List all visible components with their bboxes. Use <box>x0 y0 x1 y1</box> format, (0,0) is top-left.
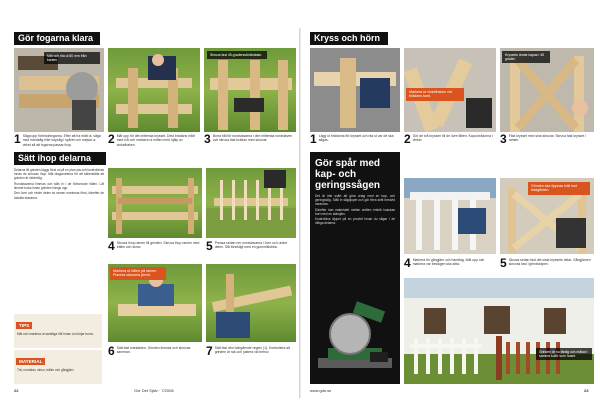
photo-marking-middle <box>108 48 200 132</box>
step-number: 1 <box>310 132 317 146</box>
marking-photo-illustration <box>108 48 200 132</box>
material-label: MATERIAL <box>16 358 45 365</box>
step-number: 4 <box>108 239 115 253</box>
section-title-assemble: Sätt ihop delarna <box>14 152 106 165</box>
step-number: 4 <box>404 256 411 270</box>
paragraph: Rundstavarna limmas och slås in i de förborrade hålen. Låt limmet torka innan grinden hängs upp. <box>14 181 104 190</box>
page-number-left: 22 <box>14 388 19 393</box>
tips-text: Mät och markera ut samtliga hål innan du börjar borra. <box>17 332 94 336</box>
sidebar-miter-saw <box>310 152 400 384</box>
step-r1 <box>310 134 400 145</box>
page-gutter <box>299 28 301 398</box>
step-number: 1 <box>14 132 21 146</box>
step-text: Skruva ihop ramen till grinden. Skruva ihop ramen med trälim och skruv. <box>116 241 200 250</box>
step-text: Sätt fast tvärsläden. Grinden limmas och skruvas samman. <box>116 346 191 355</box>
tips-box <box>14 314 102 348</box>
step-number: 3 <box>204 132 211 146</box>
crossbar-photo-illustration <box>206 264 296 342</box>
folio-website: www.gds.se <box>310 388 332 393</box>
house-gate-illustration <box>404 278 594 384</box>
step-text: Lägg ut brädorna för krysset och rita ut var de ska sågas. <box>318 134 394 143</box>
photo-frame-assembly <box>108 168 202 238</box>
step-6 <box>108 346 202 357</box>
step-text: Borra hål för rundstavarna i den mittersta rundstaven och skruva fast brädan med skruvar. <box>212 134 293 143</box>
step-r4 <box>404 258 496 269</box>
step-7 <box>206 346 296 357</box>
photo-caption: Markera ut hålen på ramen. Placera stavarna jämnt. <box>110 267 166 280</box>
step-r3 <box>500 134 594 145</box>
dowels-photo-illustration <box>206 168 296 238</box>
photo-dowels <box>206 168 296 238</box>
screw-photo-illustration <box>204 48 296 132</box>
photo-angle-marking <box>404 48 496 132</box>
photo-saw-joint <box>14 48 104 132</box>
step-text: Mät upp för det mittersta krysset. Dela brädans mått med två och markera ut mitten med hjälp av vinkelhaken. <box>116 134 195 147</box>
frame-photo-illustration <box>108 168 202 238</box>
sidebar-body <box>310 194 400 225</box>
photo-crossbar <box>206 264 296 342</box>
section-title-joints: Gör fogarna klara <box>14 32 100 45</box>
step-text: Pressa sedan ner rundstavarna i övre och undre delen. Slå försiktigt med en gummiklubba. <box>214 241 288 250</box>
step-3 <box>204 134 296 145</box>
left-page <box>14 28 296 398</box>
page-number-right: 23 <box>584 388 589 393</box>
section-title-cross: Kryss och hörn <box>310 32 388 45</box>
step-text: Sätt fast den tvärgående regeln (1). Kontrollera att grinden är rak och justera vid behov. <box>214 346 291 355</box>
paragraph: Delarna till grinden läggs först ut på en plan yta och kontrolleras innan de skruvas ihop. Mät diagonalerna för att säkerställa att grinden är rätvinklig. <box>14 168 105 181</box>
miter-saw-illustration <box>310 292 400 382</box>
paragraph: Därefter kan materialet mellan snitten enkelt knackas bort med en stämjärn. <box>315 207 395 216</box>
photo-mark-holes <box>108 264 202 342</box>
sidebar-title: Gör spår med kap- och geringssågen <box>315 158 381 191</box>
photo-final-cross <box>500 178 594 254</box>
step-number: 2 <box>404 132 411 146</box>
photo-caption: Grinden ska öppnas inåt mot trädgården. <box>528 182 590 195</box>
step-text: Skruva sedan fast det sista kryssets delar. Gångjärnen skruvas fast i grindstolpen. <box>508 258 591 267</box>
right-page <box>304 28 594 398</box>
paragraph: Kontrollera djupet på en provbit innan du sågar i de riktiga delarna. <box>315 217 395 226</box>
step-2 <box>108 134 200 147</box>
photo-screw-board <box>204 48 296 132</box>
step-1 <box>14 134 104 147</box>
step-text: Fäst krysset med sina skruvar. Skruva fast krysset i ramen. <box>508 134 586 143</box>
material-box <box>14 350 102 384</box>
step-text: Gör de två kryssen till de övre fälten. Kapa brädorna i vinkel. <box>412 134 493 143</box>
paragraph: Den övre och nedre delen av ramen monteras först, därefter de lodräta stavarna. <box>14 191 104 200</box>
photo-caption: Mät och rita ut 80 mm från kanten. <box>44 52 100 64</box>
tips-label: TIPS <box>16 322 32 329</box>
photo-caption: Markera ut vinkelhaken vid brädans kant. <box>406 88 464 101</box>
photo-caption: Grinden är nu färdig och målad i samma kulör som huset. <box>536 348 592 360</box>
step-number: 6 <box>108 344 115 358</box>
body-text-assemble <box>14 168 104 201</box>
folio-magazine: Gör Det Själv · 7/2008 <box>134 388 174 393</box>
photo-hinge <box>404 178 496 254</box>
step-r5 <box>500 258 594 269</box>
photo-cross-boards <box>310 48 400 132</box>
hinge-photo-illustration <box>404 178 496 254</box>
step-4 <box>108 241 202 252</box>
step-number: 2 <box>108 132 115 146</box>
step-number: 5 <box>500 256 507 270</box>
step-5 <box>206 241 296 252</box>
step-number: 3 <box>500 132 507 146</box>
material-text: Trä, rundstav, skruv, trälim och gångjärn. <box>17 368 75 372</box>
step-text: Såga upp förbindningarna. Efter att ha mätt ut, såga med handsåg eller kapsåg i spåret och mejsla ur virket så att fogarna passar ihop. <box>22 134 101 147</box>
step-number: 7 <box>206 344 213 358</box>
paragraph: Det är inte svårt att göra urtag med en kap- och geringssåg. Ställ in sågdjupet och gör flera snitt bredvid varandra. <box>315 194 395 207</box>
photo-caption: Kryssets ändar kapas i 45 grader. <box>502 51 550 63</box>
photo-finished-gate <box>404 278 594 384</box>
step-text: Markera för gångjärn och handtag. Mät upp och markera var beslagen ska sitta. <box>412 258 485 267</box>
cross-boards-illustration <box>310 48 400 132</box>
photo-caption: Skruva fast 45-gradersstödbrädan. <box>207 51 267 59</box>
step-number: 5 <box>206 239 213 253</box>
step-r2 <box>404 134 496 145</box>
photo-cross-frame <box>500 48 594 132</box>
